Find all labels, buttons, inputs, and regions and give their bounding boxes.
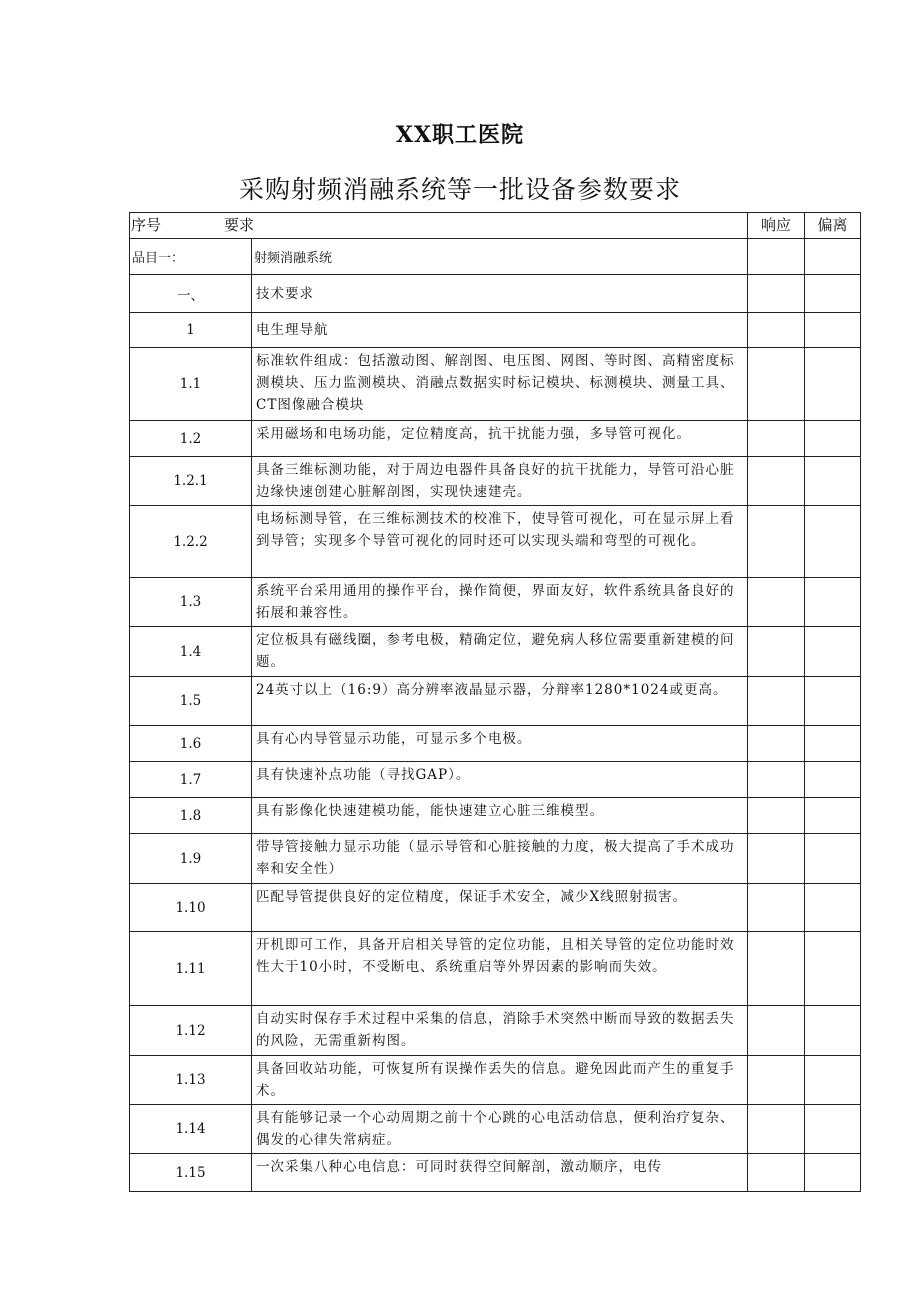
row-number: 1.3 <box>130 578 252 627</box>
row-number: 1.13 <box>130 1056 252 1105</box>
deviation-cell <box>805 677 861 726</box>
table-row <box>130 677 861 726</box>
row-requirement: 带导管接触力显示功能（显示导管和心脏接触的力度，极大提高了手术成功率和安全性） <box>252 834 748 884</box>
response-cell <box>748 506 805 578</box>
row-number: 1.5 <box>130 677 252 726</box>
row-number: 1.14 <box>130 1105 252 1154</box>
category-label: 品目一： <box>130 239 252 275</box>
category-row <box>130 239 861 275</box>
row-number: 1.6 <box>130 726 252 762</box>
response-cell <box>748 421 805 457</box>
row-number: 1.2.1 <box>130 457 252 506</box>
row-requirement: 24英寸以上（16:9）高分辨率液晶显示器，分辩率1280*1024或更高。 <box>252 677 748 726</box>
table-row <box>130 421 861 457</box>
row-requirement: 自动实时保存手术过程中采集的信息，消除手术突然中断而导致的数据丢失的风险，无需重新构图。 <box>252 1006 748 1056</box>
response-cell <box>748 798 805 834</box>
header-response: 响应 <box>748 213 805 239</box>
row-number: 1.2 <box>130 421 252 457</box>
response-cell <box>748 677 805 726</box>
row-number: 1.1 <box>130 348 252 421</box>
deviation-cell <box>805 421 861 457</box>
header-deviation: 偏离 <box>805 213 861 239</box>
table-row <box>130 578 861 627</box>
response-cell <box>748 313 805 348</box>
category-name: 射频消融系统 <box>252 239 748 275</box>
row-number: 1.10 <box>130 884 252 932</box>
row-requirement: 匹配导管提供良好的定位精度，保证手术安全，减少X线照射损害。 <box>252 884 748 932</box>
deviation-cell <box>805 627 861 677</box>
deviation-cell <box>805 1105 861 1154</box>
table-row <box>130 884 861 932</box>
row-requirement: 具有能够记录一个心动周期之前十个心跳的心电活动信息，便利治疗复杂、偶发的心律失常病症。 <box>252 1105 748 1154</box>
deviation-cell <box>805 348 861 421</box>
response-cell <box>748 762 805 798</box>
deviation-cell <box>805 275 861 313</box>
table-row <box>130 1154 861 1192</box>
row-number: 1.15 <box>130 1154 252 1192</box>
requirements-table <box>129 212 861 1192</box>
deviation-cell <box>805 239 861 275</box>
response-cell <box>748 726 805 762</box>
row-requirement: 系统平台采用通用的操作平台，操作简便，界面友好，软件系统具备良好的拓展和兼容性。 <box>252 578 748 627</box>
table-row <box>130 627 861 677</box>
row-number: 1.9 <box>130 834 252 884</box>
header-number-requirement <box>130 213 748 239</box>
table-row <box>130 834 861 884</box>
table-row <box>130 798 861 834</box>
response-cell <box>748 1154 805 1192</box>
deviation-cell <box>805 726 861 762</box>
row-requirement: 开机即可工作，具备开启相关导管的定位功能，且相关导管的定位功能时效性大于10小时，不受断电、系统重启等外界因素的影响而失效。 <box>252 932 748 1006</box>
row-requirement: 技术要求 <box>252 275 748 313</box>
document-subtitle: 采购射频消融系统等一批设备参数要求 <box>238 175 681 204</box>
header-requirement: 要求 <box>224 216 255 234</box>
row-number: 1 <box>130 313 252 348</box>
deviation-cell <box>805 884 861 932</box>
row-number: 1.7 <box>130 762 252 798</box>
response-cell <box>748 884 805 932</box>
deviation-cell <box>805 313 861 348</box>
table-row <box>130 275 861 313</box>
response-cell <box>748 627 805 677</box>
row-requirement: 具有心内导管显示功能，可显示多个电极。 <box>252 726 748 762</box>
response-cell <box>748 348 805 421</box>
table-row <box>130 932 861 1006</box>
response-cell <box>748 834 805 884</box>
deviation-cell <box>805 1006 861 1056</box>
deviation-cell <box>805 1154 861 1192</box>
row-requirement: 具有快速补点功能（寻找GAP）。 <box>252 762 748 798</box>
deviation-cell <box>805 578 861 627</box>
row-number: 1.12 <box>130 1006 252 1056</box>
row-requirement: 具备三维标测功能，对于周边电器件具备良好的抗干扰能力，导管可沿心脏边缘快速创建心脏解剖图，实现快速建壳。 <box>252 457 748 506</box>
response-cell <box>748 1006 805 1056</box>
row-number: 1.11 <box>130 932 252 1006</box>
deviation-cell <box>805 762 861 798</box>
row-requirement: 一次采集八种心电信息：可同时获得空间解剖，激动顺序，电传 <box>252 1154 748 1192</box>
row-requirement: 采用磁场和电场功能，定位精度高，抗干扰能力强，多导管可视化。 <box>252 421 748 457</box>
row-requirement: 电生理导航 <box>252 313 748 348</box>
deviation-cell <box>805 506 861 578</box>
deviation-cell <box>805 457 861 506</box>
document-title: XX职工医院 <box>395 122 525 148</box>
deviation-cell <box>805 932 861 1006</box>
row-requirement: 具有影像化快速建模功能，能快速建立心脏三维模型。 <box>252 798 748 834</box>
table-row <box>130 457 861 506</box>
row-number: 1.8 <box>130 798 252 834</box>
response-cell <box>748 457 805 506</box>
deviation-cell <box>805 834 861 884</box>
row-number: 一、 <box>130 275 252 313</box>
table-row <box>130 313 861 348</box>
row-requirement: 定位板具有磁线圈，参考电极，精确定位，避免病人移位需要重新建模的问题。 <box>252 627 748 677</box>
response-cell <box>748 239 805 275</box>
header-number: 序号 <box>131 216 162 234</box>
table-row <box>130 1006 861 1056</box>
row-requirement: 具备回收站功能，可恢复所有误操作丢失的信息。避免因此而产生的重复手术。 <box>252 1056 748 1105</box>
table-row <box>130 762 861 798</box>
response-cell <box>748 1056 805 1105</box>
deviation-cell <box>805 798 861 834</box>
row-number: 1.2.2 <box>130 506 252 578</box>
response-cell <box>748 578 805 627</box>
table-row <box>130 1056 861 1105</box>
row-requirement: 电场标测导管，在三维标测技术的校准下，使导管可视化，可在显示屏上看到导管；实现多个导管可视化的同时还可以实现头端和弯型的可视化。 <box>252 506 748 578</box>
deviation-cell <box>805 1056 861 1105</box>
row-number: 1.4 <box>130 627 252 677</box>
table-row <box>130 1105 861 1154</box>
table-row <box>130 348 861 421</box>
table-row <box>130 726 861 762</box>
row-requirement: 标准软件组成：包括激动图、解剖图、电压图、网图、等时图、高精密度标测模块、压力监测模块、消融点数据实时标记模块、标测模块、测量工具、CT图像融合模块 <box>252 348 748 421</box>
response-cell <box>748 1105 805 1154</box>
table-row <box>130 506 861 578</box>
table-header-row <box>130 213 861 239</box>
response-cell <box>748 932 805 1006</box>
response-cell <box>748 275 805 313</box>
